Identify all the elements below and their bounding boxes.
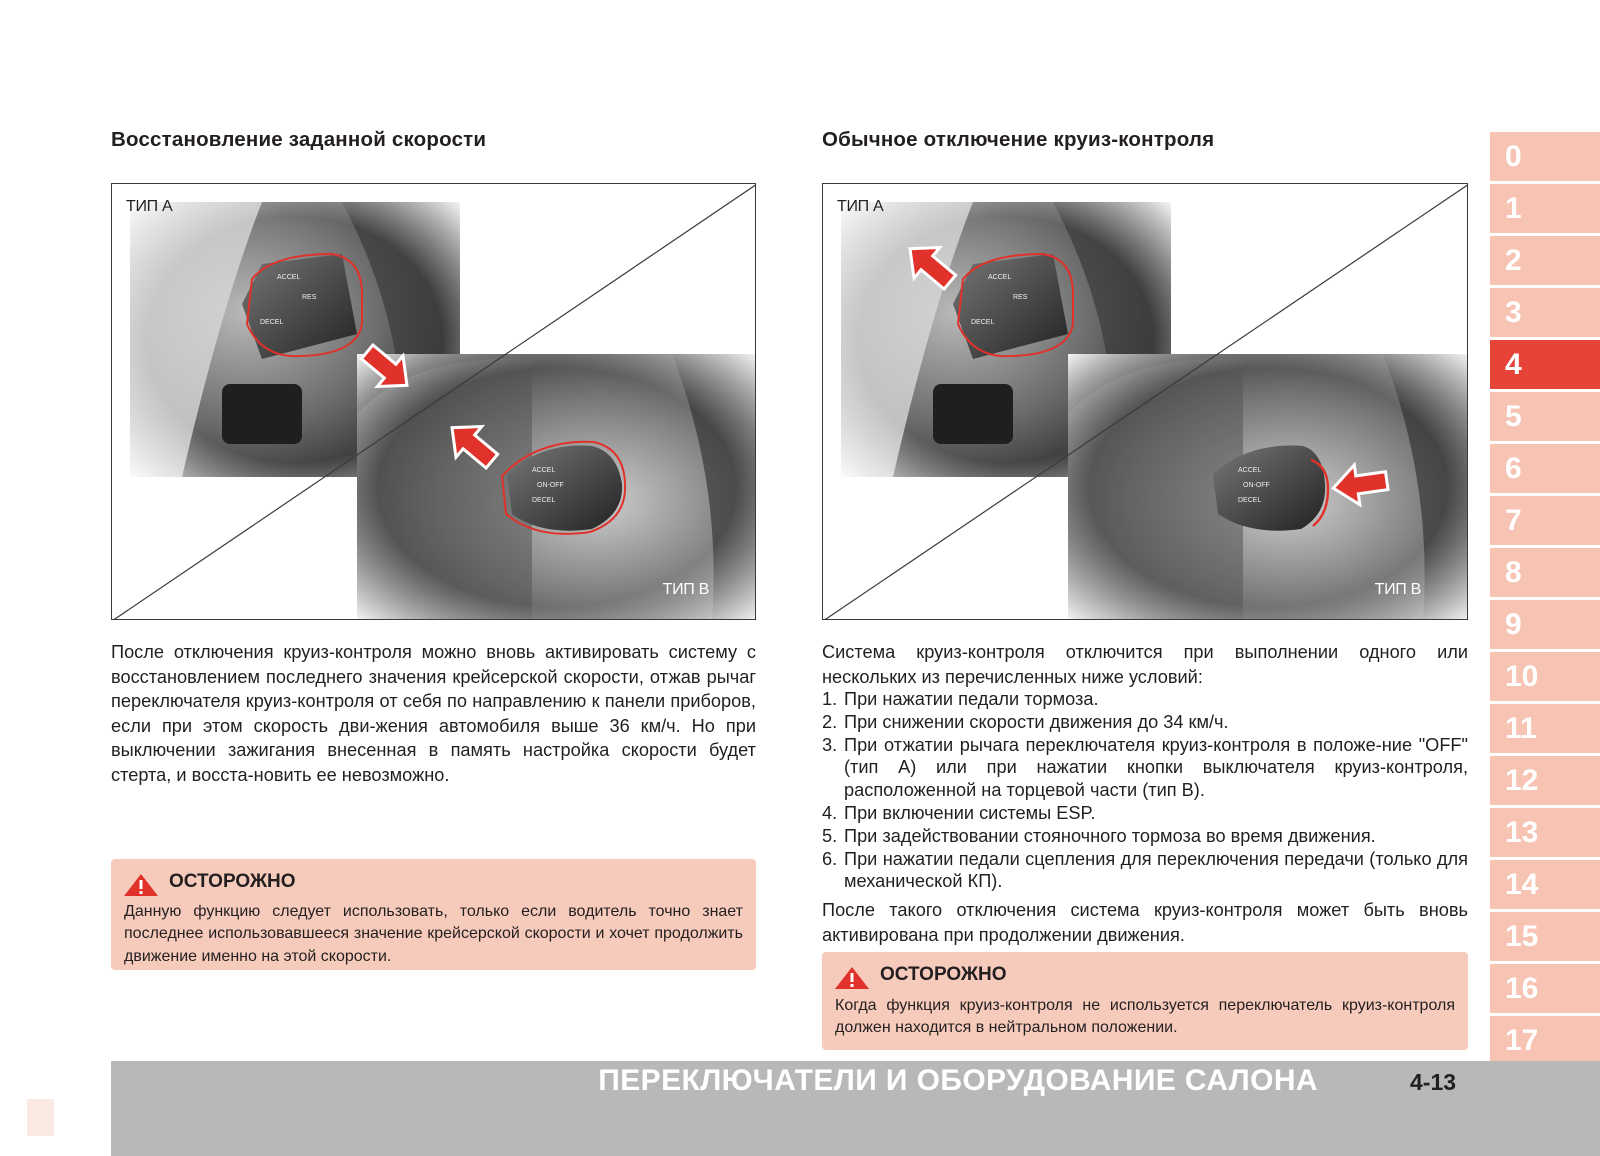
figure-restore-speed	[111, 183, 756, 620]
figure-cancel-cruise	[822, 183, 1468, 620]
chapter-tab-17[interactable]: 17	[1490, 1016, 1600, 1065]
switch-photo-illustration	[823, 184, 1468, 620]
footer-section-title: ПЕРЕКЛЮЧАТЕЛИ И ОБОРУДОВАНИЕ САЛОНА	[598, 1064, 1318, 1097]
chapter-tab-0[interactable]: 0	[1490, 132, 1600, 181]
warning-triangle-icon	[123, 873, 159, 897]
caution-title: ОСТОРОЖНО	[880, 964, 1007, 985]
body-text-restore-speed: После отключения круиз-контроля можно вновь активировать систему с восстановлением последнего значения крейсерской скорости, отжав рычаг переключателя круиз-контроля от себя по направлению к панели приборов, если при этом скорость дви-жения автомобиля выше 36 км/ч. Но при выключении зажигания внесенная в память настройка скорости будет стерта, и восста-новить ее невозможно.	[111, 642, 756, 785]
chapter-tab-7[interactable]: 7	[1490, 496, 1600, 545]
list-item: 5. При задействовании стояночного тормоза во время движения.	[822, 825, 1376, 846]
conditions-list	[822, 688, 1468, 893]
list-item: 1. При нажатии педали тормоза.	[822, 689, 1099, 709]
chapter-tab-5[interactable]: 5	[1490, 392, 1600, 441]
chapter-tab-2[interactable]: 2	[1490, 236, 1600, 285]
caution-text: Данную функцию следует использовать, только если водитель точно знает последнее использовавшееся значение крейсерской скорости и хочет продолжить движение именно на этой скорости.	[124, 903, 743, 965]
body-text-conditions-intro: Система круиз-контроля отключится при выполнении одного или нескольких из перечисленных ниже условий:	[822, 642, 1468, 687]
caution-title: ОСТОРОЖНО	[169, 871, 296, 892]
chapter-tab-8[interactable]: 8	[1490, 548, 1600, 597]
figure-label-type-a: ТИП A	[837, 198, 884, 215]
list-item: 2. При снижении скорости движения до 34 км/ч.	[822, 711, 1229, 732]
chapter-tab-10[interactable]: 10	[1490, 652, 1600, 701]
chapter-tab-3[interactable]: 3	[1490, 288, 1600, 337]
chapter-tab-12[interactable]: 12	[1490, 756, 1600, 805]
caution-box-right	[822, 952, 1468, 1050]
caution-text: Когда функция круиз-контроля не используется переключатель круиз-контроля должен находится в нейтральном положении.	[835, 997, 1455, 1037]
chapter-tab-16[interactable]: 16	[1490, 964, 1600, 1013]
body-text-conditions-outro: После такого отключения система круиз-контроля может быть вновь активирована при продолжении движения.	[822, 900, 1468, 945]
chapter-tab-6[interactable]: 6	[1490, 444, 1600, 493]
section-heading-cancel-cruise: Обычное отключение круиз-контроля	[822, 128, 1215, 151]
figure-label-type-b: ТИП B	[1374, 581, 1421, 598]
chapter-tab-4[interactable]: 4	[1490, 340, 1600, 389]
figure-label-type-a: ТИП A	[126, 198, 173, 215]
section-heading-restore-speed: Восстановление заданной скорости	[111, 128, 487, 151]
chapter-tab-15[interactable]: 15	[1490, 912, 1600, 961]
chapter-tab-11[interactable]: 11	[1490, 704, 1600, 753]
corner-decoration	[27, 1099, 54, 1136]
list-item: 6. При нажатии педали сцепления для переключения передачи (только для механической КП).	[822, 848, 1468, 892]
warning-triangle-icon	[834, 966, 870, 990]
switch-photo-illustration	[112, 184, 756, 620]
caution-box-left	[111, 859, 756, 970]
chapter-tab-1[interactable]: 1	[1490, 184, 1600, 233]
chapter-tab-13[interactable]: 13	[1490, 808, 1600, 857]
figure-label-type-b: ТИП B	[662, 581, 709, 598]
list-item: 3. При отжатии рычага переключателя круиз-контроля в положе-ние "OFF" (тип A) или при нажатии кнопки выключателя круиз-контроля, расположенной на торцевой части (тип B).	[822, 734, 1468, 801]
page-number: 4-13	[1410, 1069, 1457, 1095]
chapter-tabs	[1490, 132, 1600, 1068]
chapter-tab-9[interactable]: 9	[1490, 600, 1600, 649]
chapter-tab-14[interactable]: 14	[1490, 860, 1600, 909]
list-item: 4. При включении системы ESP.	[822, 802, 1096, 823]
